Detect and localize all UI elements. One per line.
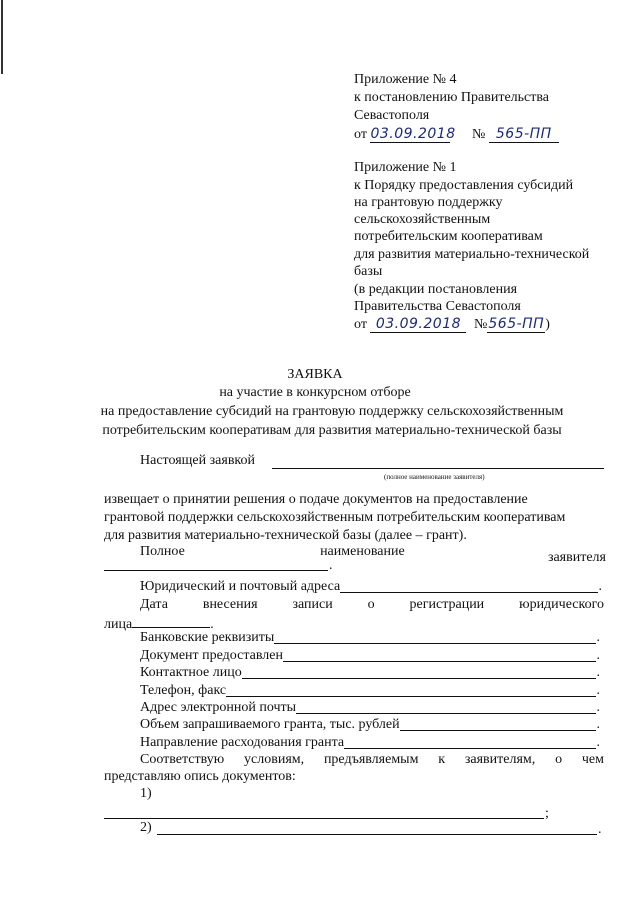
label-word: заявителя <box>547 550 606 565</box>
label-word: регистрации <box>409 597 485 612</box>
scan-edge-mark <box>1 0 3 74</box>
para-line-3: для развития материально-технической базы (далее – грант). <box>104 528 467 543</box>
intro-label: Настоящей заявкой <box>140 453 256 468</box>
phone-field[interactable] <box>226 682 595 697</box>
label-word: предъявляемым <box>323 752 419 767</box>
field-end-dot: . <box>210 617 214 632</box>
appendix4-num-sign: № <box>471 127 486 142</box>
appendix1-title: Приложение № 1 <box>354 160 457 175</box>
document-row <box>140 647 600 664</box>
email-field[interactable] <box>296 699 595 714</box>
appendix1-number: 565-ПП <box>488 316 545 332</box>
appendix4-title: Приложение № 4 <box>354 72 457 87</box>
direction-label: Направление расходования гранта <box>140 735 345 750</box>
appendix1-num-sign: № <box>473 317 488 332</box>
bank-label: Банковские реквизиты <box>140 630 275 645</box>
appendix1-line: на грантовую поддержку <box>354 195 503 210</box>
direction-row <box>140 734 600 751</box>
bank-row <box>140 629 600 646</box>
contact-field[interactable] <box>242 664 596 679</box>
label-word: к <box>438 752 446 767</box>
label-word: Дата <box>140 597 168 612</box>
form-subtitle-1: на участие в конкурсном отборе <box>219 385 411 400</box>
label-word: о <box>367 597 375 612</box>
appendix4-date: 03.09.2018 <box>370 126 456 142</box>
list-item-1-field[interactable] <box>104 818 544 819</box>
bank-field[interactable] <box>274 629 595 644</box>
field-end-dot: . <box>596 648 600 663</box>
list-item-2-number: 2) <box>140 820 152 835</box>
label-word: условиям, <box>244 752 305 767</box>
list-item-2-field[interactable] <box>157 834 597 835</box>
appendix1-line: потребительским кооперативам <box>354 229 543 244</box>
form-subtitle-2: на предоставление субсидий на грантовую поддержку сельскохозяйственным <box>100 404 564 419</box>
email-label: Адрес электронной почты <box>140 700 297 715</box>
phone-label: Телефон, факс <box>140 683 227 698</box>
full-name-dot: . <box>329 558 333 573</box>
direction-field[interactable] <box>344 734 595 749</box>
label-word: юридического <box>519 597 604 612</box>
label-word: записи <box>292 597 333 612</box>
full-name-field[interactable] <box>104 570 328 571</box>
list-item-1-number: 1) <box>140 786 152 801</box>
address-field[interactable] <box>340 578 597 593</box>
registration-tail: лица <box>104 617 133 632</box>
form-subtitle-3: потребительским кооперативам для развития материально-технической базы <box>102 423 562 438</box>
document-field[interactable] <box>283 647 596 662</box>
field-end-dot: . <box>596 735 600 750</box>
email-row <box>140 699 600 716</box>
appendix4-line2: к постановлению Правительства <box>354 90 550 105</box>
field-end-dot: . <box>596 630 600 645</box>
appendix4-line3: Севастополя <box>354 108 430 123</box>
label-word: внесения <box>202 597 258 612</box>
document-label: Документ предоставлен <box>140 648 283 663</box>
registration-label <box>140 597 604 613</box>
label-word: чем <box>581 752 604 767</box>
address-row <box>140 578 602 595</box>
field-end-dot: . <box>596 665 600 680</box>
field-end-dot: . <box>596 717 600 732</box>
appendix4-from: от <box>354 127 367 142</box>
contact-row <box>140 664 600 681</box>
appendix4-number: 565-ПП <box>489 126 559 143</box>
appendix1-line: для развития материально-технической <box>354 247 590 262</box>
appendix1-line: Правительства Севастополя <box>354 299 521 314</box>
grant-amount-label: Объем запрашиваемого гранта, тыс. рублей <box>140 717 400 732</box>
field-end-dot: . <box>598 579 602 594</box>
grant-amount-field[interactable] <box>400 716 596 731</box>
comply-tail: представляю опись документов: <box>104 769 296 784</box>
appendix1-from: от <box>354 317 367 332</box>
appendix1-line: к Порядку предоставления субсидий <box>354 178 574 193</box>
para-line-2: грантовой поддержки сельскохозяйственным потребительским кооперативам <box>104 510 566 525</box>
grant-amount-row <box>140 716 600 733</box>
para-text: извещает о принятии решения о подаче документов на предоставление <box>104 492 528 507</box>
para-line-1 <box>104 492 604 508</box>
appendix1-close: ) <box>545 317 550 332</box>
field-end-dot: . <box>596 683 600 698</box>
label-word: о <box>555 752 563 767</box>
appendix1-line: базы <box>354 264 383 279</box>
appendix1-line: сельскохозяйственным <box>354 212 491 227</box>
form-title: ЗАЯВКА <box>287 367 343 382</box>
appendix1-date-line <box>354 316 550 333</box>
full-name-label <box>140 544 606 565</box>
appendix1-line: (в редакции постановления <box>354 282 518 297</box>
appendix1-date: 03.09.2018 <box>370 316 466 333</box>
phone-row <box>140 682 600 699</box>
comply-line <box>140 752 604 768</box>
address-label: Юридический и почтовый адреса <box>140 579 341 594</box>
list-item-1-semicolon: ; <box>545 806 549 821</box>
list-item-2-dot: . <box>598 822 602 837</box>
label-word: заявителям, <box>464 752 536 767</box>
label-word: Соответствую <box>140 752 225 767</box>
field-end-dot: . <box>596 700 600 715</box>
appendix4-date-line <box>354 126 559 143</box>
contact-label: Контактное лицо <box>140 665 242 680</box>
applicant-name-field[interactable] <box>272 468 604 469</box>
registration-date-field[interactable] <box>132 612 210 628</box>
applicant-name-hint: (полное наименование заявителя) <box>384 473 485 481</box>
label-word: наименование <box>320 544 405 559</box>
label-word: Полное <box>140 544 185 559</box>
